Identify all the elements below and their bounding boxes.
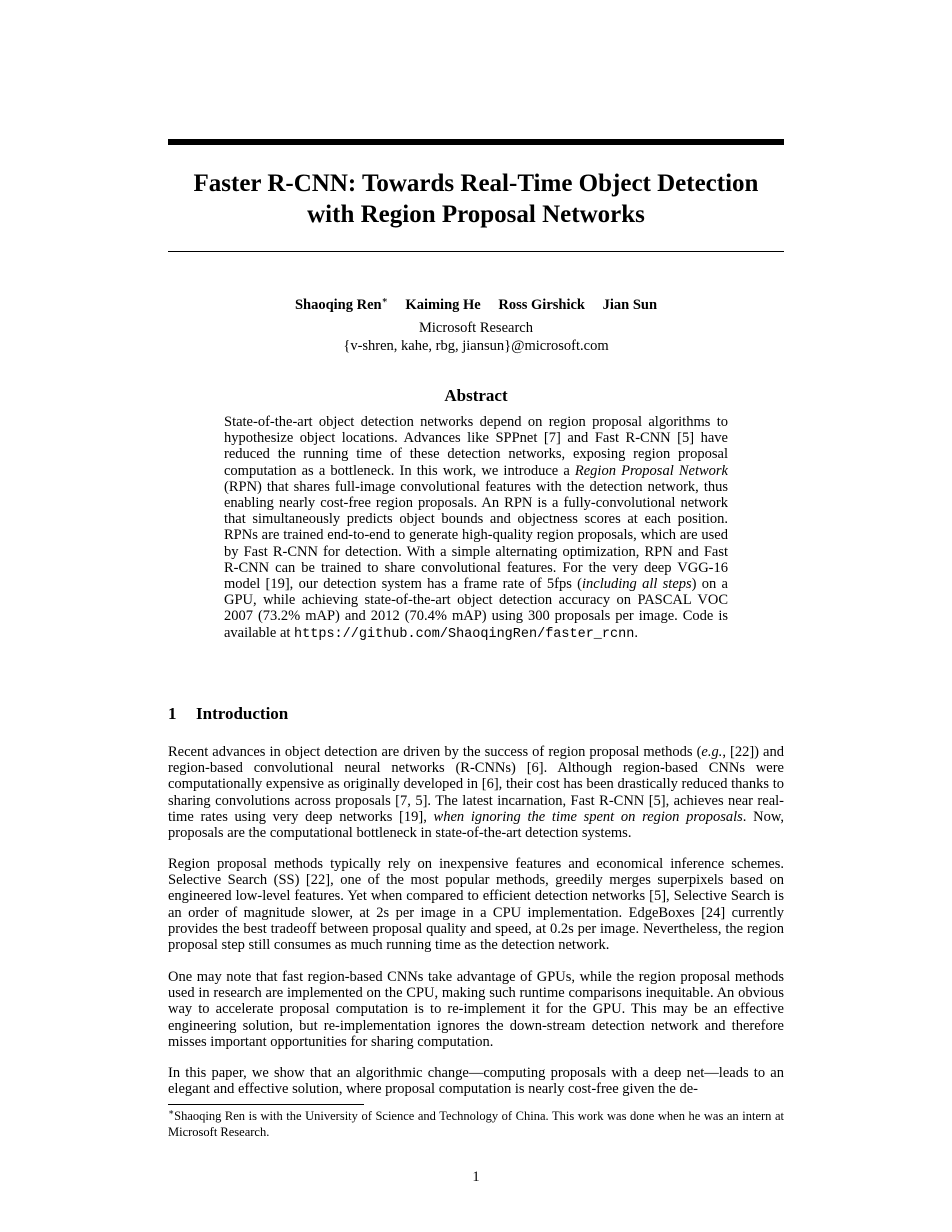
intro-paragraph-3: One may note that fast region-based CNNs take advantage of GPUs, while the region proposal methods used in research are implemented on the CPU, making such runtime comparisons inequitable. An obvious way to accelerate proposal computation is to re-implement it for the GPU. This may be an effective engineering solution, but re-implementation ignores the down-stream detection network and therefore misses important opportunities for sharing computation. [168,969,784,1050]
intro-paragraph-4: In this paper, we show that an algorithmic change—computing proposals with a deep net—leads to an elegant and effective solution, where proposal computation is nearly cost-free given the de- [168,1065,784,1098]
section-title: Introduction [196,704,289,723]
author-name: Jian Sun [602,297,658,313]
code-url-link[interactable]: https://github.com/ShaoqingRen/faster_rcnn [294,626,635,642]
author-emails: {v-shren, kahe, rbg, jiansun}@microsoft.com [343,338,609,354]
footnote: ∗Shaoqing Ren is with the University of Science and Technology of China. This work was done when he was an intern at Microsoft Research. [168,1106,784,1139]
abstract-body: State-of-the-art object detection networks depend on region proposal algorithms to hypothesize object locations. Advances like SPPnet [7] and Fast R-CNN [5] have reduced the running time of these detection networks, exposing region proposal computation as a bottleneck. In this work, we introduce a Region Proposal Network (RPN) that shares full-image convolutional features with the detection network, thus enabling nearly cost-free region proposals. An RPN is a fully-convolutional network that simultaneously predicts object bounds and objectness scores at each position. RPNs are trained end-to-end to generate high-quality region proposals, which are used by Fast R-CNN for detection. With a simple alternating optimization, RPN and Fast R-CNN can be trained to share convolutional features. For the very deep VGG-16 model [19], our detection system has a frame rate of 5fps (including all steps) on a GPU, while achieving state-of-the-art object detection accuracy on PASCAL VOC 2007 (73.2% mAP) and 2012 (70.4% mAP) using 300 proposals per image. Code is available at https://github.com/ShaoqingRen/faster_rcnn. [224,414,728,642]
abstract-heading: Abstract [444,386,508,405]
section-number: 1 [168,704,177,723]
author-name: Ross Girshick [498,297,585,313]
author-name: Kaiming He [405,297,481,313]
title-top-rule [168,139,784,145]
footnote-rule [168,1104,364,1105]
paper-title: Faster R-CNN: Towards Real-Time Object Detection with Region Proposal Networks [193,170,759,228]
page-number: 1 [472,1169,480,1185]
author-footnote-mark: ∗ [381,295,388,306]
affiliation: Microsoft Research [419,320,533,336]
intro-paragraph-2: Region proposal methods typically rely on inexpensive features and economical inference schemes. Selective Search (SS) [22], one of the most popular methods, greedily merges superpixels based on engineered low-level features. Yet when compared to efficient detection networks [5], Selective Search is an order of magnitude slower, at 2s per image in a CPU implementation. EdgeBoxes [24] currently provides the best tradeoff between proposal quality and speed, at 0.2s per image. Nevertheless, the region proposal step still consumes as much running time as the detection network. [168,856,784,954]
author-name: Shaoqing Ren [294,297,382,313]
section-heading [168,704,288,724]
footnote-mark: ∗ [168,1106,175,1117]
intro-paragraph-1: Recent advances in object detection are driven by the success of region proposal methods (e.g., [22]) and region-based convolutional neural networks (R-CNNs) [6]. Although region-based CNNs were computationally expensive as originally developed in [6], their cost has been drastically reduced thanks to sharing convolutions across proposals [7, 5]. The latest incarnation, Fast R-CNN [5], achieves near real-time rates using very deep networks [19], when ignoring the time spent on region proposals. Now, proposals are the computational bottleneck in state-of-the-art detection systems. [168,744,784,842]
author-list [168,296,784,314]
title-bottom-rule [168,251,784,252]
